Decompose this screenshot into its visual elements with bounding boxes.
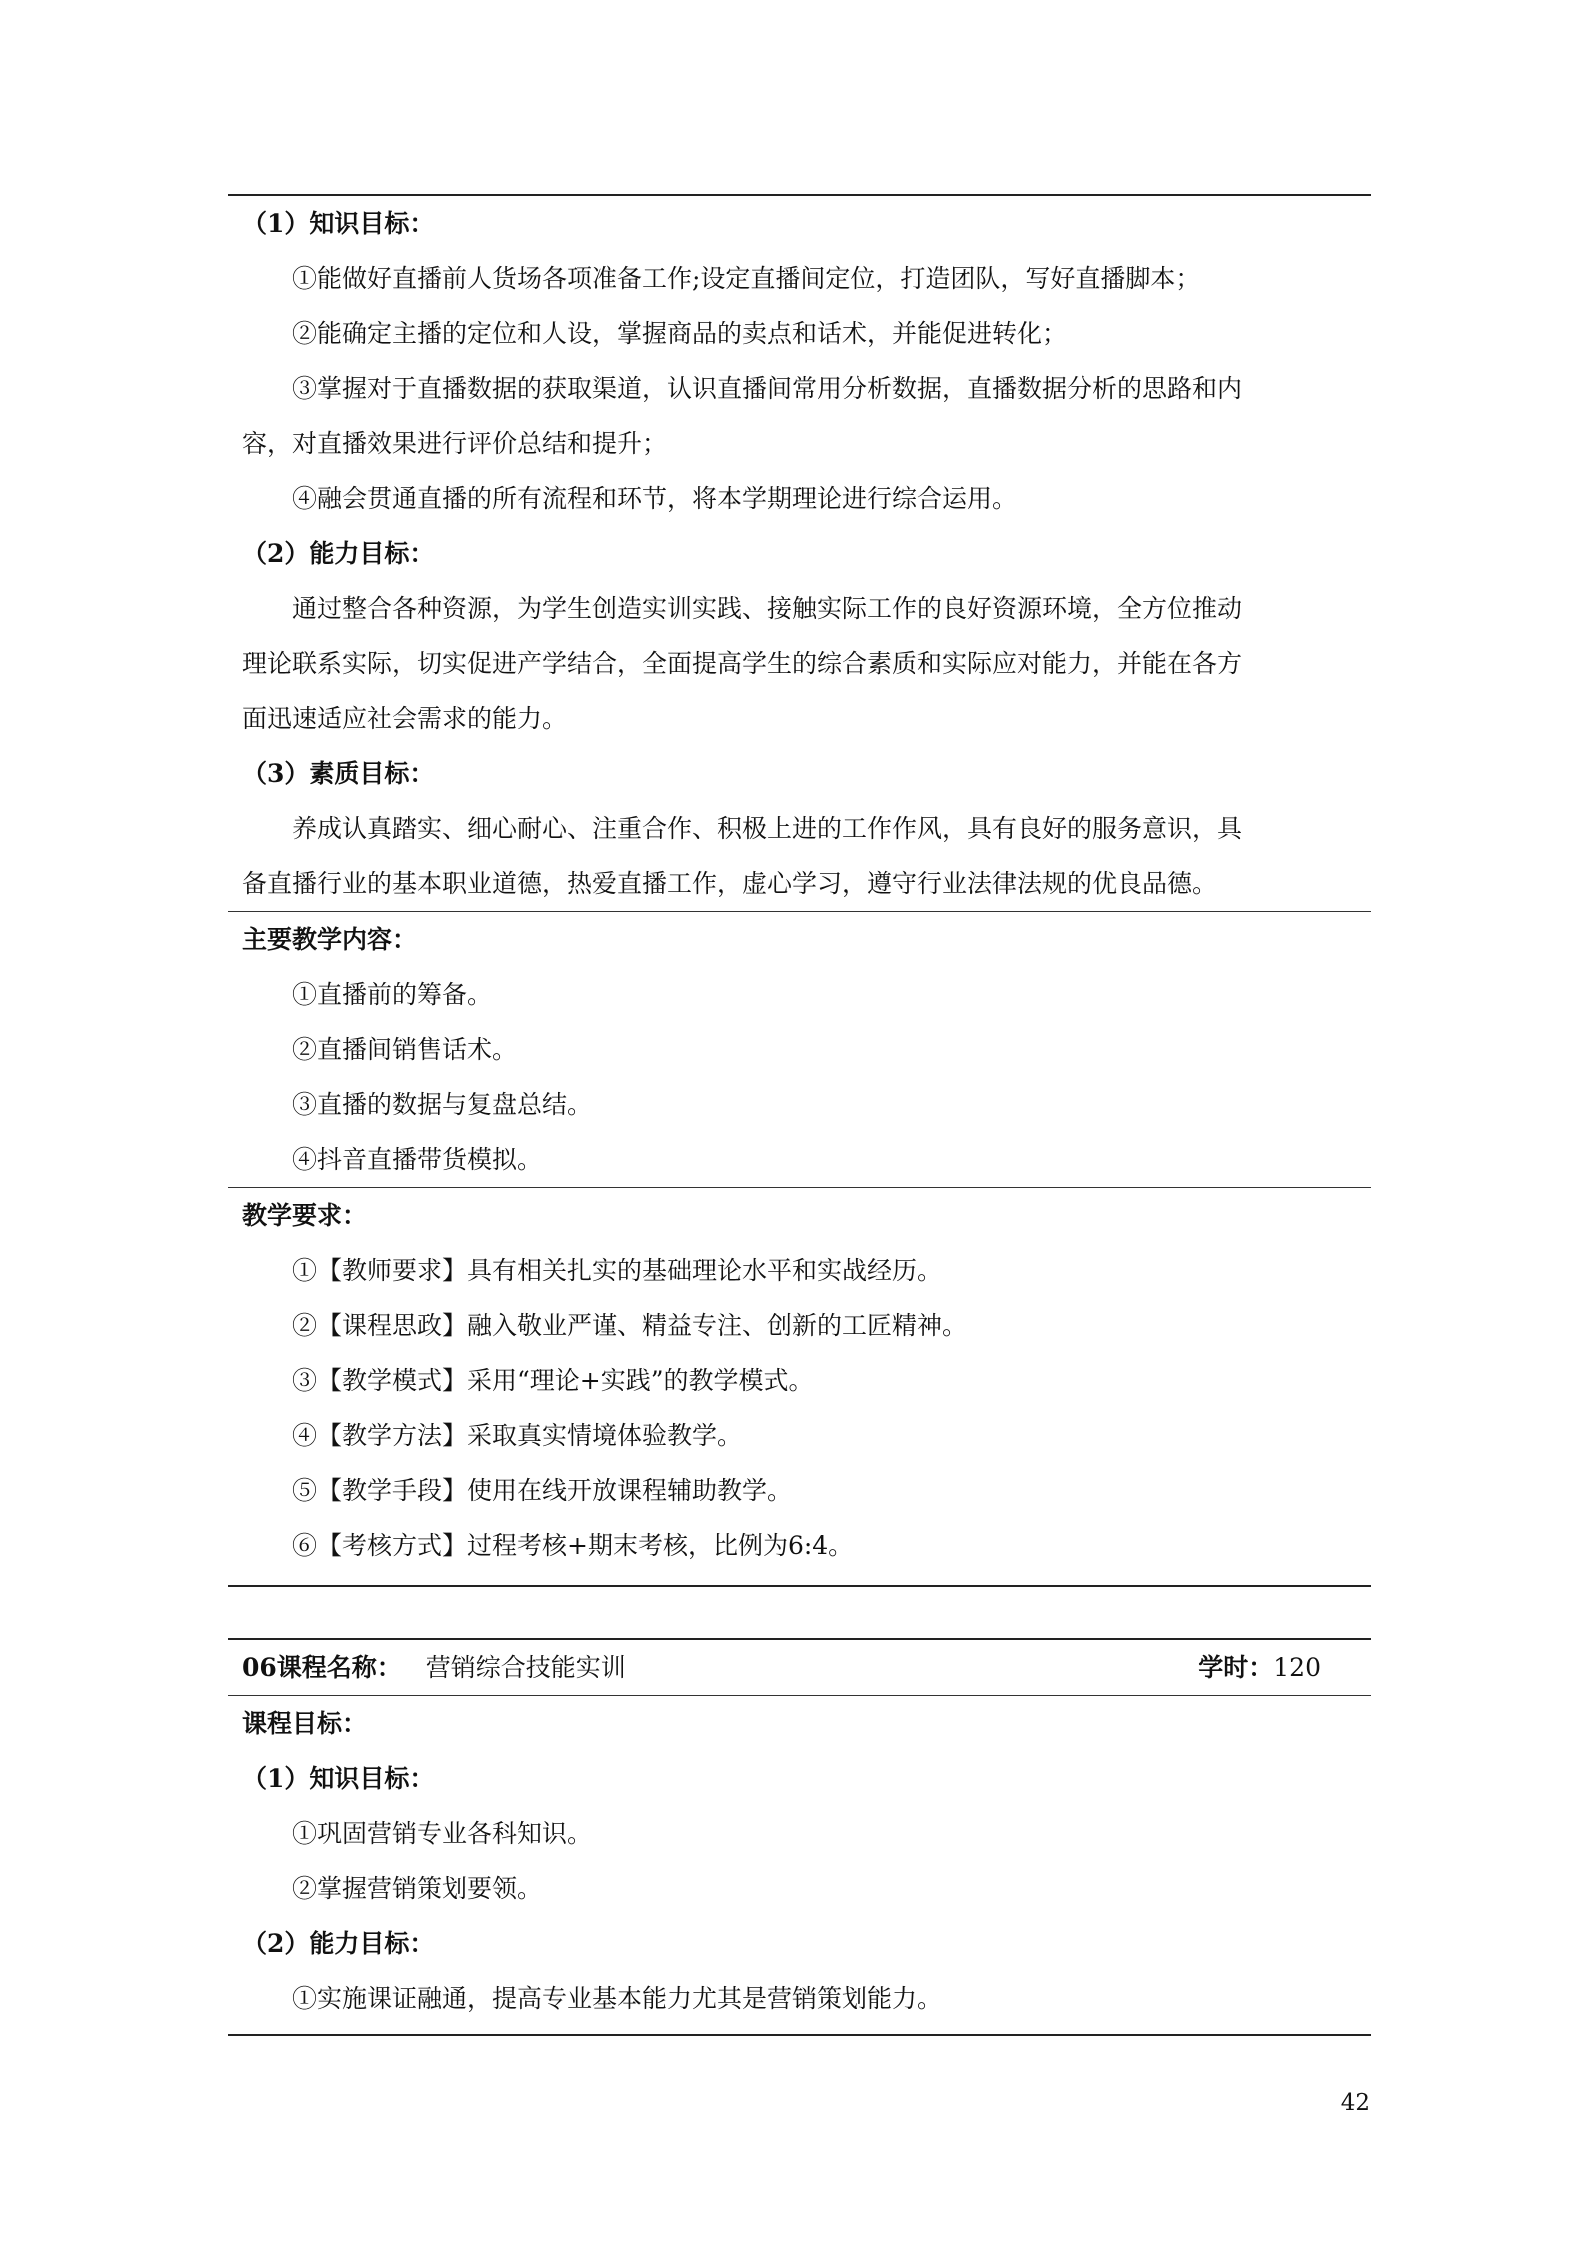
quality-paragraph-line: 养成认真踏实、细心耐心、注重合作、积极上进的工作作风，具有良好的服务意识，具	[292, 814, 1243, 843]
knowledge-item: ①巩固营销专业各科知识。	[292, 1819, 593, 1848]
course-name-label: 06课程名称：	[242, 1653, 402, 1682]
teaching-requirements-heading: 教学要求：	[242, 1201, 368, 1230]
knowledge-goal-heading: （1）知识目标：	[242, 1764, 435, 1793]
table-bottom-rule	[228, 1585, 1371, 1587]
course-name: 营销综合技能实训	[425, 1653, 626, 1682]
requirement-item: ⑤【教学手段】使用在线开放课程辅助教学。	[292, 1476, 793, 1505]
hours-label: 学时：	[1198, 1653, 1274, 1682]
content-item: ③直播的数据与复盘总结。	[292, 1090, 593, 1119]
requirement-item: ③【教学模式】采用“理论+实践”的教学模式。	[292, 1366, 814, 1395]
course-table-06	[228, 1638, 1371, 2036]
course-table-continued	[228, 194, 1371, 1587]
ability-paragraph-line: 理论联系实际，切实促进产学结合，全面提高学生的综合素质和实际应对能力，并能在各方	[242, 649, 1243, 678]
knowledge-item: ②掌握营销策划要领。	[292, 1874, 543, 1903]
knowledge-goal-heading: （1）知识目标：	[242, 209, 435, 238]
requirement-item: ④【教学方法】采取真实情境体验教学。	[292, 1421, 743, 1450]
ability-item: ①实施课证融通，提高专业基本能力尤其是营销策划能力。	[292, 1984, 943, 2013]
knowledge-item: ④融会贯通直播的所有流程和环节，将本学期理论进行综合运用。	[292, 484, 1018, 513]
ability-goal-heading: （2）能力目标：	[242, 1929, 435, 1958]
requirement-item: ⑥【考核方式】过程考核+期末考核，比例为6:4。	[292, 1531, 854, 1560]
knowledge-item-continued: 容，对直播效果进行评价总结和提升；	[242, 429, 668, 458]
page-number: 42	[1340, 2090, 1370, 2116]
content-item: ①直播前的筹备。	[292, 980, 493, 1009]
content-item: ②直播间销售话术。	[292, 1035, 518, 1064]
ability-paragraph-line: 面迅速适应社会需求的能力。	[242, 704, 568, 733]
content-item: ④抖音直播带货模拟。	[292, 1145, 543, 1174]
quality-paragraph-line: 备直播行业的基本职业道德，热爱直播工作，虚心学习，遵守行业法律法规的优良品德。	[242, 869, 1218, 898]
ability-paragraph-line: 通过整合各种资源，为学生创造实训实践、接触实际工作的良好资源环境，全方位推动	[292, 594, 1243, 623]
requirement-item: ②【课程思政】融入敬业严谨、精益专注、创新的工匠精神。	[292, 1311, 968, 1340]
knowledge-item: ②能确定主播的定位和人设，掌握商品的卖点和话术，并能促进转化；	[292, 319, 1068, 348]
table-bottom-rule	[228, 2034, 1371, 2036]
course-title-row	[228, 1640, 1371, 1695]
course-goals-heading: 课程目标：	[242, 1709, 368, 1738]
knowledge-item: ①能做好直播前人货场各项准备工作;设定直播间定位，打造团队，写好直播脚本；	[292, 264, 1201, 293]
ability-goal-heading: （2）能力目标：	[242, 539, 435, 568]
requirement-item: ①【教师要求】具有相关扎实的基础理论水平和实战经历。	[292, 1256, 943, 1285]
hours-value: 120	[1273, 1653, 1321, 1682]
teaching-content-heading: 主要教学内容：	[242, 925, 418, 954]
knowledge-item: ③掌握对于直播数据的获取渠道，认识直播间常用分析数据，直播数据分析的思路和内	[292, 374, 1243, 403]
quality-goal-heading: （3）素质目标：	[242, 759, 435, 788]
